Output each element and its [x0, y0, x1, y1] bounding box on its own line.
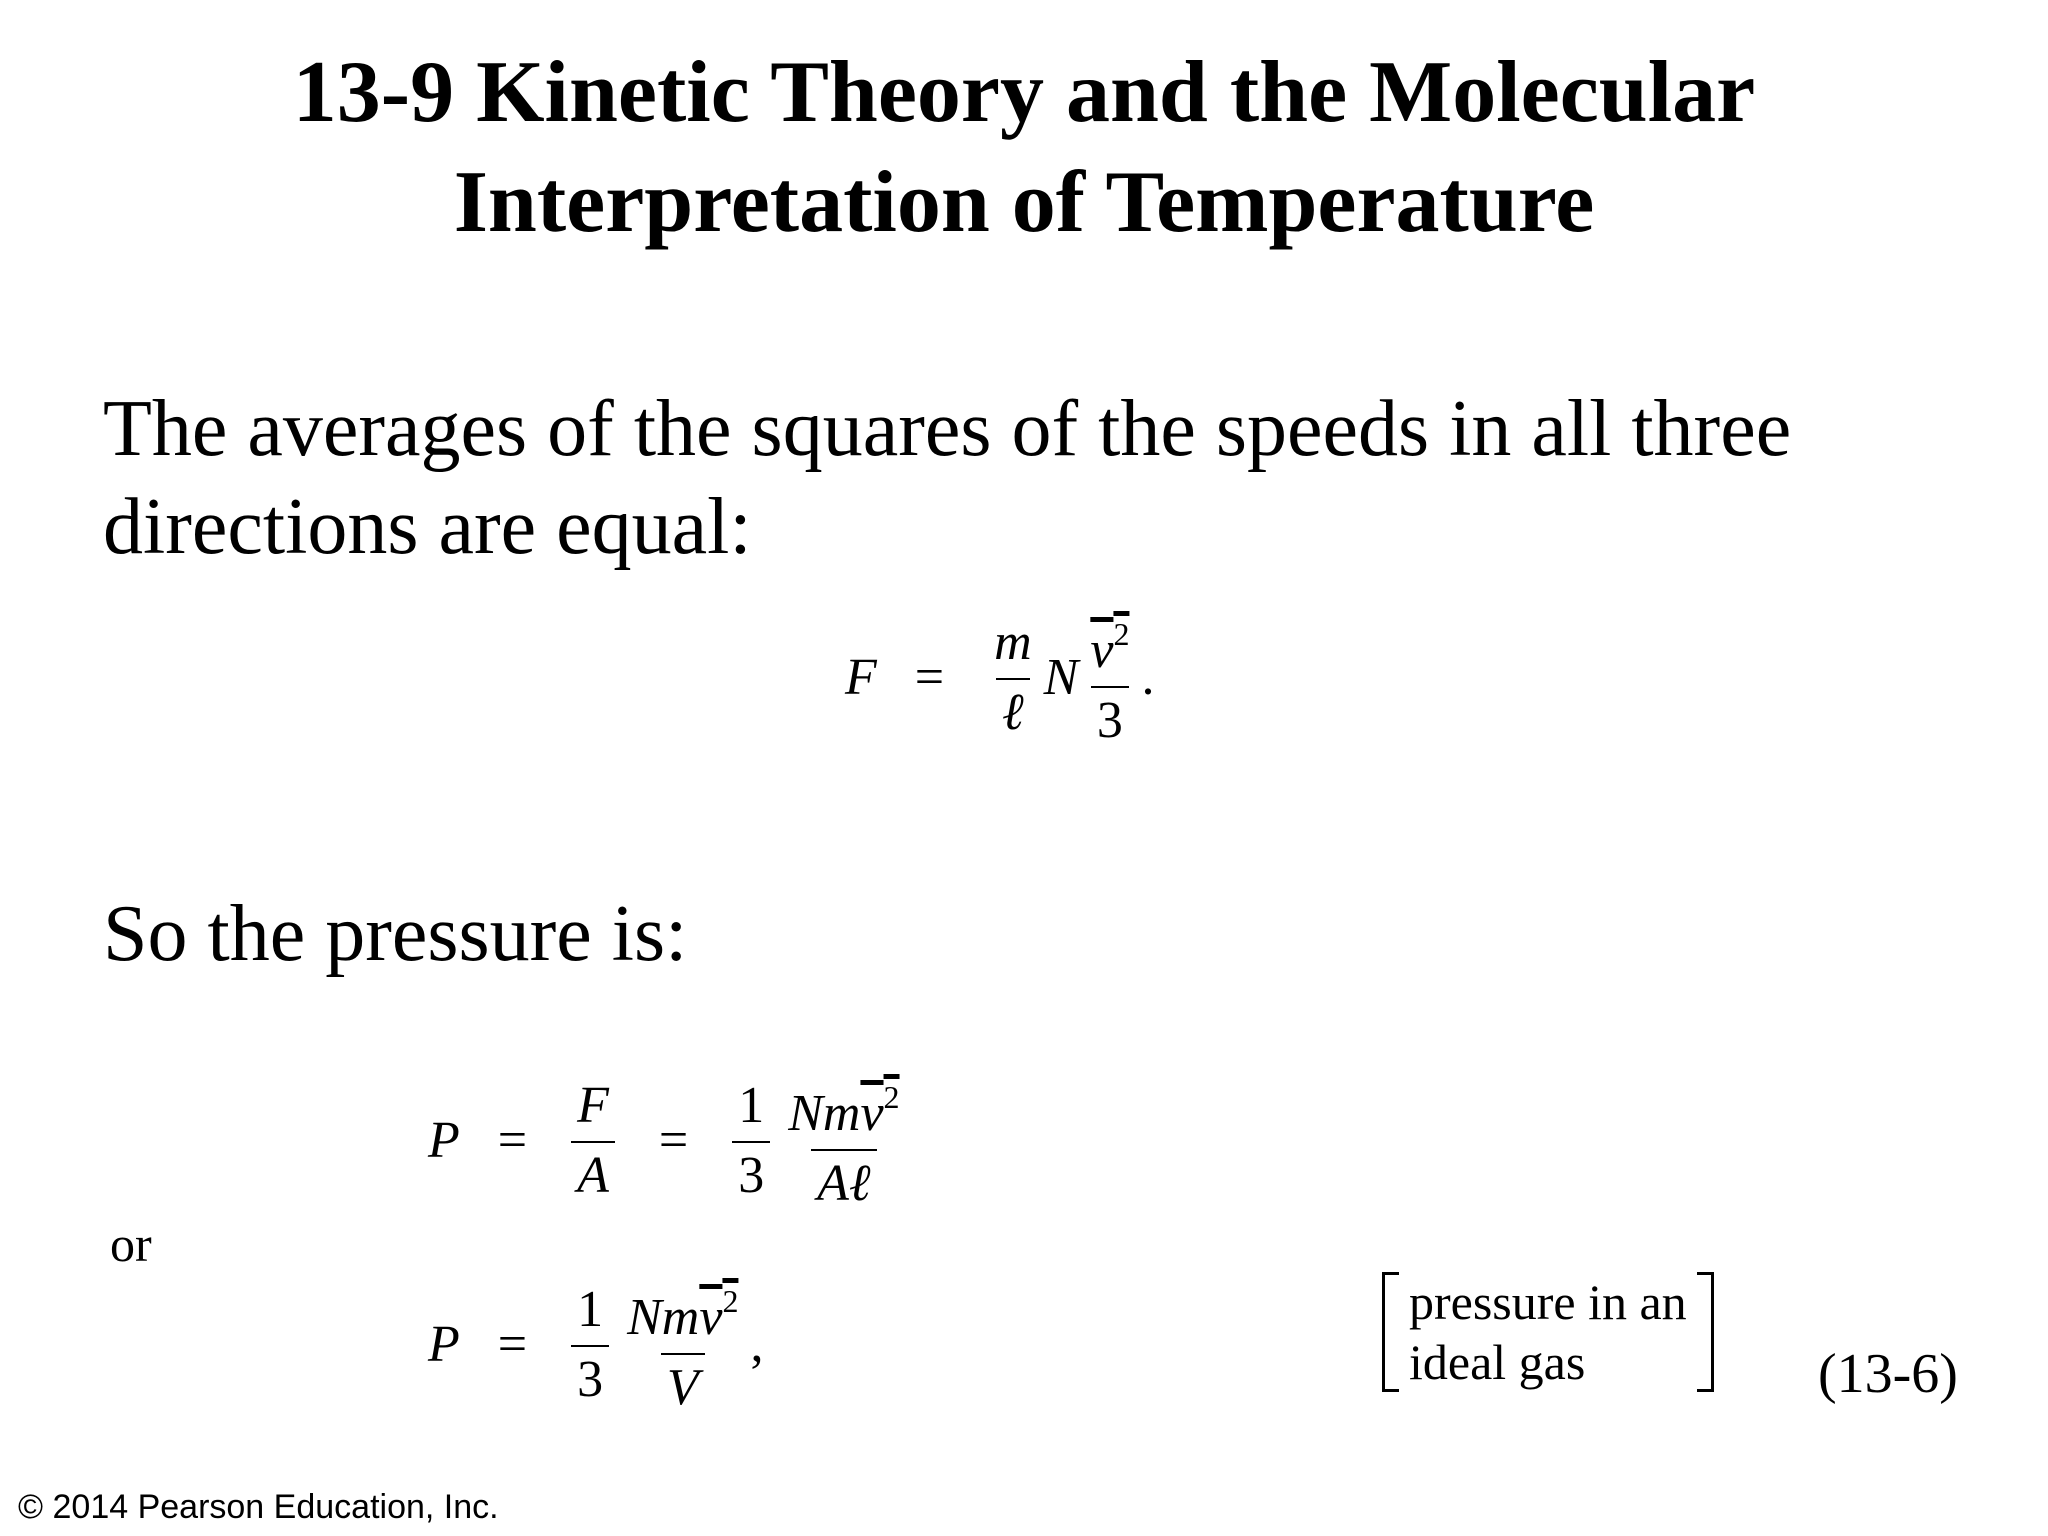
- left-bracket: [1382, 1272, 1399, 1392]
- mean-square-speed-fraction: [1084, 605, 1135, 750]
- fraction-numerator: m: [994, 613, 1032, 671]
- fraction-numerator: [1084, 605, 1135, 686]
- copyright-notice: © 2014 Pearson Education, Inc.: [18, 1488, 499, 1526]
- fraction-denominator: 3: [1091, 686, 1129, 750]
- pressure-symbol: P: [428, 1316, 460, 1373]
- equals-sign: =: [497, 1112, 528, 1169]
- exponent: 2: [1113, 616, 1130, 652]
- exponent: 2: [883, 1079, 900, 1115]
- mean-square-speed: $v^2$: [860, 1079, 900, 1142]
- equals-sign: =: [497, 1316, 528, 1373]
- right-bracket: [1697, 1272, 1714, 1392]
- fraction-denominator: ℓ: [996, 678, 1030, 742]
- mean-square-speed: $v^2$: [699, 1283, 739, 1346]
- nmv2-over-v-fraction: [621, 1272, 744, 1417]
- fraction-denominator: A: [571, 1141, 615, 1205]
- note-line-1: pressure in an: [1409, 1274, 1687, 1330]
- pressure-equation-1: [428, 1068, 912, 1213]
- slide-title: [0, 38, 2048, 258]
- intro-paragraph-line-1: The averages of the squares of the speeds in all three: [103, 385, 1792, 473]
- fraction-numerator: F: [577, 1076, 609, 1134]
- equals-sign: =: [658, 1112, 689, 1169]
- equation-note: [1382, 1272, 1714, 1392]
- slide-title-line-1: 13-9 Kinetic Theory and the Molecular: [292, 44, 1756, 141]
- equals-sign: =: [914, 649, 945, 706]
- fraction-numerator: 1: [738, 1076, 765, 1134]
- comma: ,: [750, 1316, 764, 1373]
- force-symbol: F: [845, 649, 877, 706]
- force-over-area-fraction: [571, 1077, 615, 1205]
- speed-symbol: v: [1090, 622, 1114, 679]
- fraction-numerator: 1: [577, 1280, 604, 1338]
- mean-square-speed: [1090, 616, 1130, 679]
- equation-number: (13-6): [1818, 1343, 1958, 1405]
- pressure-equation-2: [428, 1272, 763, 1417]
- mass-over-length-fraction: [988, 614, 1038, 742]
- intro-paragraph: [103, 380, 1791, 576]
- fraction-denominator: 3: [571, 1345, 609, 1409]
- one-third-fraction: [571, 1281, 609, 1409]
- pressure-intro: So the pressure is:: [103, 890, 688, 978]
- fraction-denominator: 3: [732, 1141, 770, 1205]
- fraction-numerator: Nmv$^2$: [788, 1079, 900, 1142]
- one-third-fraction: [732, 1077, 770, 1205]
- exponent: 2: [722, 1283, 739, 1319]
- fraction-denominator: Aℓ: [811, 1149, 876, 1213]
- molecule-count-symbol: N: [1043, 649, 1079, 706]
- intro-paragraph-line-2: directions are equal:: [103, 483, 752, 571]
- slide-title-line-2: Interpretation of Temperature: [453, 154, 1595, 251]
- note-line-2: ideal gas: [1409, 1334, 1586, 1390]
- period: .: [1141, 649, 1155, 706]
- note-text: [1399, 1272, 1697, 1392]
- or-text: or: [110, 1216, 152, 1272]
- force-equation: [845, 605, 1154, 750]
- fraction-numerator: Nmv$^2$: [627, 1283, 739, 1346]
- pressure-symbol: P: [428, 1112, 460, 1169]
- fraction-denominator: V: [661, 1353, 705, 1417]
- nmv2-over-al-fraction: [782, 1068, 905, 1213]
